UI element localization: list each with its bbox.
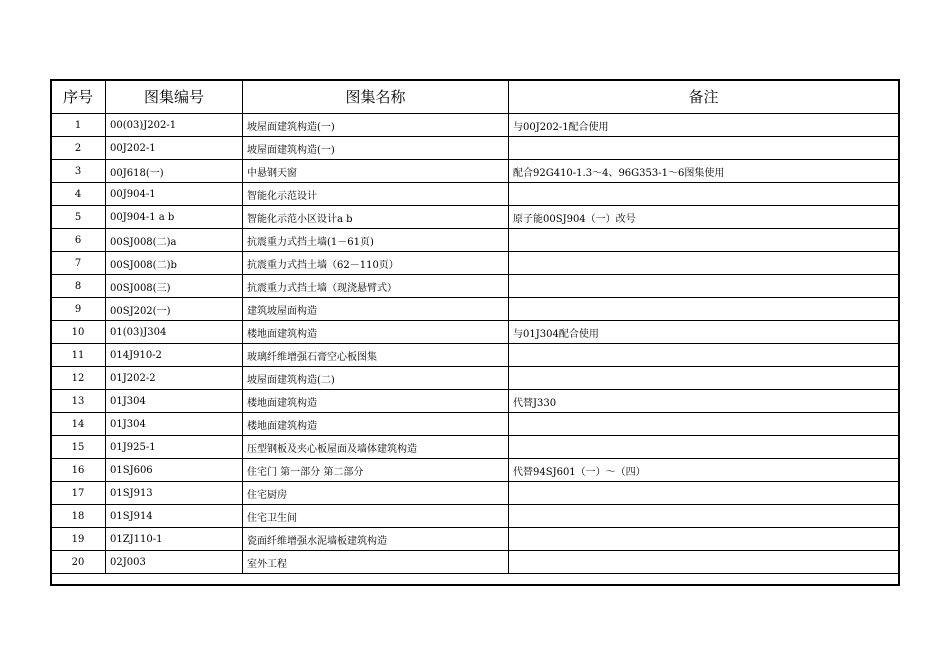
atlas-note <box>509 298 899 321</box>
atlas-code: 00SJ202(一) <box>106 298 243 321</box>
atlas-name: 智能化示范设计 <box>243 183 509 206</box>
atlas-name: 瓷面纤维增强水泥墙板建筑构造 <box>243 528 509 551</box>
table-row <box>51 413 899 436</box>
table-row <box>51 367 899 390</box>
row-number: 6 <box>51 229 106 252</box>
atlas-note <box>509 413 899 436</box>
row-number: 4 <box>51 183 106 206</box>
table-row <box>51 229 899 252</box>
atlas-code: 00SJ008(三) <box>106 275 243 298</box>
table-row <box>51 137 899 160</box>
atlas-name: 智能化示范小区设计a b <box>243 206 509 229</box>
row-number: 12 <box>51 367 106 390</box>
row-number: 17 <box>51 482 106 505</box>
atlas-code: 00J904-1 a b <box>106 206 243 229</box>
atlas-name: 玻璃纤维增强石膏空心板图集 <box>243 344 509 367</box>
row-number: 10 <box>51 321 106 344</box>
atlas-note: 与00J202-1配合使用 <box>509 114 899 137</box>
table-row <box>51 252 899 275</box>
atlas-code: 02J003 <box>106 551 243 574</box>
table-row <box>51 206 899 229</box>
row-number: 15 <box>51 436 106 459</box>
atlas-note <box>509 183 899 206</box>
atlas-note: 原子能00SJ904（一）改号 <box>509 206 899 229</box>
atlas-code: 01ZJ110-1 <box>106 528 243 551</box>
table-row <box>51 275 899 298</box>
row-number: 8 <box>51 275 106 298</box>
table-row <box>51 390 899 413</box>
row-number: 3 <box>51 160 106 183</box>
table-row <box>51 528 899 551</box>
atlas-note <box>509 367 899 390</box>
atlas-name: 坡屋面建筑构造(一) <box>243 114 509 137</box>
header-code: 图集编号 <box>106 80 243 114</box>
row-number: 19 <box>51 528 106 551</box>
atlas-note <box>509 482 899 505</box>
row-number: 7 <box>51 252 106 275</box>
atlas-code: 01J925-1 <box>106 436 243 459</box>
table-row <box>51 436 899 459</box>
atlas-name: 住宅卫生间 <box>243 505 509 528</box>
atlas-code: 01SJ914 <box>106 505 243 528</box>
atlas-code: 01J304 <box>106 390 243 413</box>
atlas-code: 00J904-1 <box>106 183 243 206</box>
atlas-name: 楼地面建筑构造 <box>243 390 509 413</box>
atlas-note: 代替J330 <box>509 390 899 413</box>
atlas-name: 抗震重力式挡土墙(1－61页) <box>243 229 509 252</box>
atlas-name: 坡屋面建筑构造(二) <box>243 367 509 390</box>
header-no: 序号 <box>51 80 106 114</box>
atlas-note <box>509 528 899 551</box>
table-row <box>51 551 899 574</box>
row-number: 13 <box>51 390 106 413</box>
table-row <box>51 459 899 482</box>
atlas-code: 01SJ913 <box>106 482 243 505</box>
header-row <box>51 80 899 114</box>
row-number: 2 <box>51 137 106 160</box>
atlas-note <box>509 137 899 160</box>
atlas-code: 01SJ606 <box>106 459 243 482</box>
atlas-note <box>509 505 899 528</box>
atlas-code: 00SJ008(二)b <box>106 252 243 275</box>
table-row <box>51 183 899 206</box>
table-row <box>51 482 899 505</box>
atlas-note <box>509 436 899 459</box>
table-body <box>51 114 899 574</box>
row-number: 16 <box>51 459 106 482</box>
atlas-code: 014J910-2 <box>106 344 243 367</box>
atlas-name: 住宅厨房 <box>243 482 509 505</box>
atlas-name: 楼地面建筑构造 <box>243 413 509 436</box>
atlas-code: 00J618(一) <box>106 160 243 183</box>
atlas-note: 与01J304配合使用 <box>509 321 899 344</box>
row-number: 11 <box>51 344 106 367</box>
row-number: 18 <box>51 505 106 528</box>
table-row <box>51 160 899 183</box>
atlas-code: 00J202-1 <box>106 137 243 160</box>
atlas-name: 中悬钢天窗 <box>243 160 509 183</box>
atlas-name: 住宅门 第一部分 第二部分 <box>243 459 509 482</box>
row-number: 1 <box>51 114 106 137</box>
atlas-code: 00(03)J202-1 <box>106 114 243 137</box>
header-name: 图集名称 <box>243 80 509 114</box>
atlas-name: 压型钢板及夹心板屋面及墙体建筑构造 <box>243 436 509 459</box>
header-note: 备注 <box>509 80 899 114</box>
atlas-name: 室外工程 <box>243 551 509 574</box>
row-number: 5 <box>51 206 106 229</box>
atlas-note <box>509 229 899 252</box>
table-row <box>51 505 899 528</box>
table-row <box>51 114 899 137</box>
atlas-note <box>509 252 899 275</box>
atlas-name: 楼地面建筑构造 <box>243 321 509 344</box>
atlas-note: 代替94SJ601（一）～（四） <box>509 459 899 482</box>
table-row <box>51 344 899 367</box>
atlas-code: 00SJ008(二)a <box>106 229 243 252</box>
atlas-name: 抗震重力式挡土墙（现浇悬臂式） <box>243 275 509 298</box>
atlas-table <box>50 79 899 574</box>
atlas-code: 01J202-2 <box>106 367 243 390</box>
table-row <box>51 298 899 321</box>
atlas-name: 抗震重力式挡土墙（62－110页） <box>243 252 509 275</box>
atlas-name: 建筑坡屋面构造 <box>243 298 509 321</box>
atlas-code: 01(03)J304 <box>106 321 243 344</box>
atlas-code: 01J304 <box>106 413 243 436</box>
atlas-note <box>509 275 899 298</box>
row-number: 9 <box>51 298 106 321</box>
row-number: 20 <box>51 551 106 574</box>
atlas-note <box>509 344 899 367</box>
atlas-note: 配合92G410-1.3～4、96G353-1～6图集使用 <box>509 160 899 183</box>
table-row <box>51 321 899 344</box>
row-number: 14 <box>51 413 106 436</box>
atlas-note <box>509 551 899 574</box>
atlas-name: 坡屋面建筑构造(一) <box>243 137 509 160</box>
